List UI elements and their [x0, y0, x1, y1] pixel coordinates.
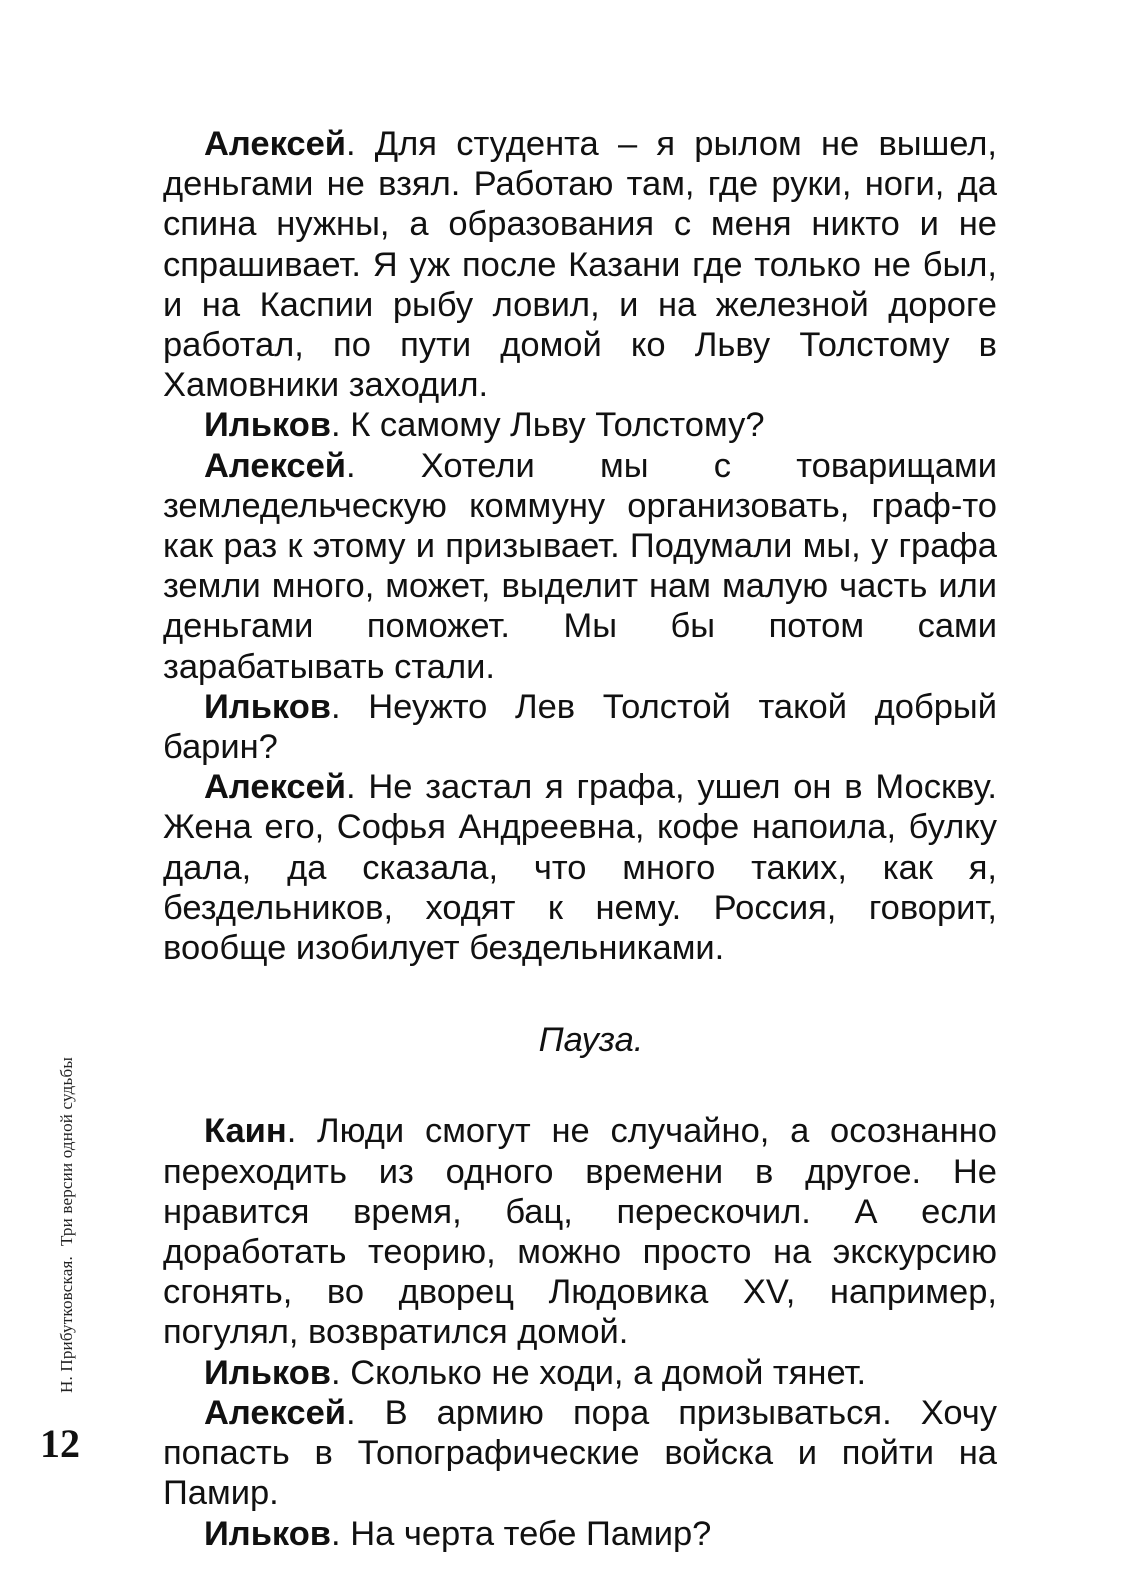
dialogue-line [163, 405, 997, 445]
speaker-name: Ильков [204, 1514, 332, 1553]
dialogue-text: . На черта тебе Памир? [331, 1514, 712, 1553]
dialogue-line [163, 124, 997, 405]
speaker-name: Алексей [204, 768, 346, 807]
dialogue-line [163, 1393, 997, 1514]
running-head [57, 1057, 77, 1393]
dialogue-text: . В армию пора призываться. Хочу попасть в Топографические войска и пойти на Памир. [163, 1393, 997, 1513]
speaker-name: Ильков [204, 1353, 332, 1392]
speaker-name: Ильков [204, 406, 332, 445]
speaker-name: Алексей [204, 125, 346, 163]
dialogue-text: . Не застал я графа, ушел он в Москву. Жена его, Софья Андреевна, кофе напоила, булку дала, да сказала, что много таких, как я, бездельников, ходят к нему. Россия, говорит, вообще изобилует бездельниками. [163, 768, 997, 968]
dialogue-line [163, 687, 997, 767]
dialogue-text: . Хотели мы с товарищами земледельческую коммуну организовать, граф-то как раз к этому и призывает. Подумали мы, у графа земли много, может, выделит нам малую часть или деньгами поможет. Мы бы потом сами зарабатывать стали. [163, 446, 997, 686]
play-text [163, 124, 997, 1554]
dialogue-text: . К самому Льву Толстому? [331, 406, 765, 445]
speaker-name: Алексей [204, 1393, 346, 1432]
speaker-name: Каин [204, 1112, 287, 1151]
dialogue-line [163, 446, 997, 687]
dialogue-text: . Для студента – я рылом не вышел, деньгами не взял. Работаю там, где руки, ноги, да спина нужны, а образования с меня никто и не спрашивает. Я уж после Казани где только не был, и на Каспии рыбу ловил, и на железной дороге работал, по пути домой ко Льву Толстому в Хамовники заходил. [163, 125, 997, 405]
running-head-author: Н. Прибутковская. [57, 1256, 76, 1393]
speaker-name: Ильков [204, 687, 332, 726]
dialogue-line [163, 767, 997, 968]
dialogue-text: . Сколько не ходи, а домой тянет. [331, 1353, 867, 1392]
dialogue-text: . Неужто Лев Толстой такой добрый барин? [163, 687, 997, 767]
running-head-title: Три версии одной судьбы [57, 1057, 76, 1247]
dialogue-line [163, 1353, 997, 1393]
page-number: 12 [40, 1421, 80, 1466]
stage-direction: Пауза. [538, 1021, 644, 1060]
speaker-name: Алексей [204, 446, 346, 485]
dialogue-line [163, 1111, 997, 1352]
dialogue-text: . Люди смогут не случайно, а осознанно переходить из одного времени в другое. Не нравится время, бац, перескочил. А если доработать теорию, можно просто на экскурсию сгонять, во дворец Людовика XV, например, погулял, возвратился домой. [163, 1112, 997, 1352]
dialogue-line [163, 1514, 997, 1554]
